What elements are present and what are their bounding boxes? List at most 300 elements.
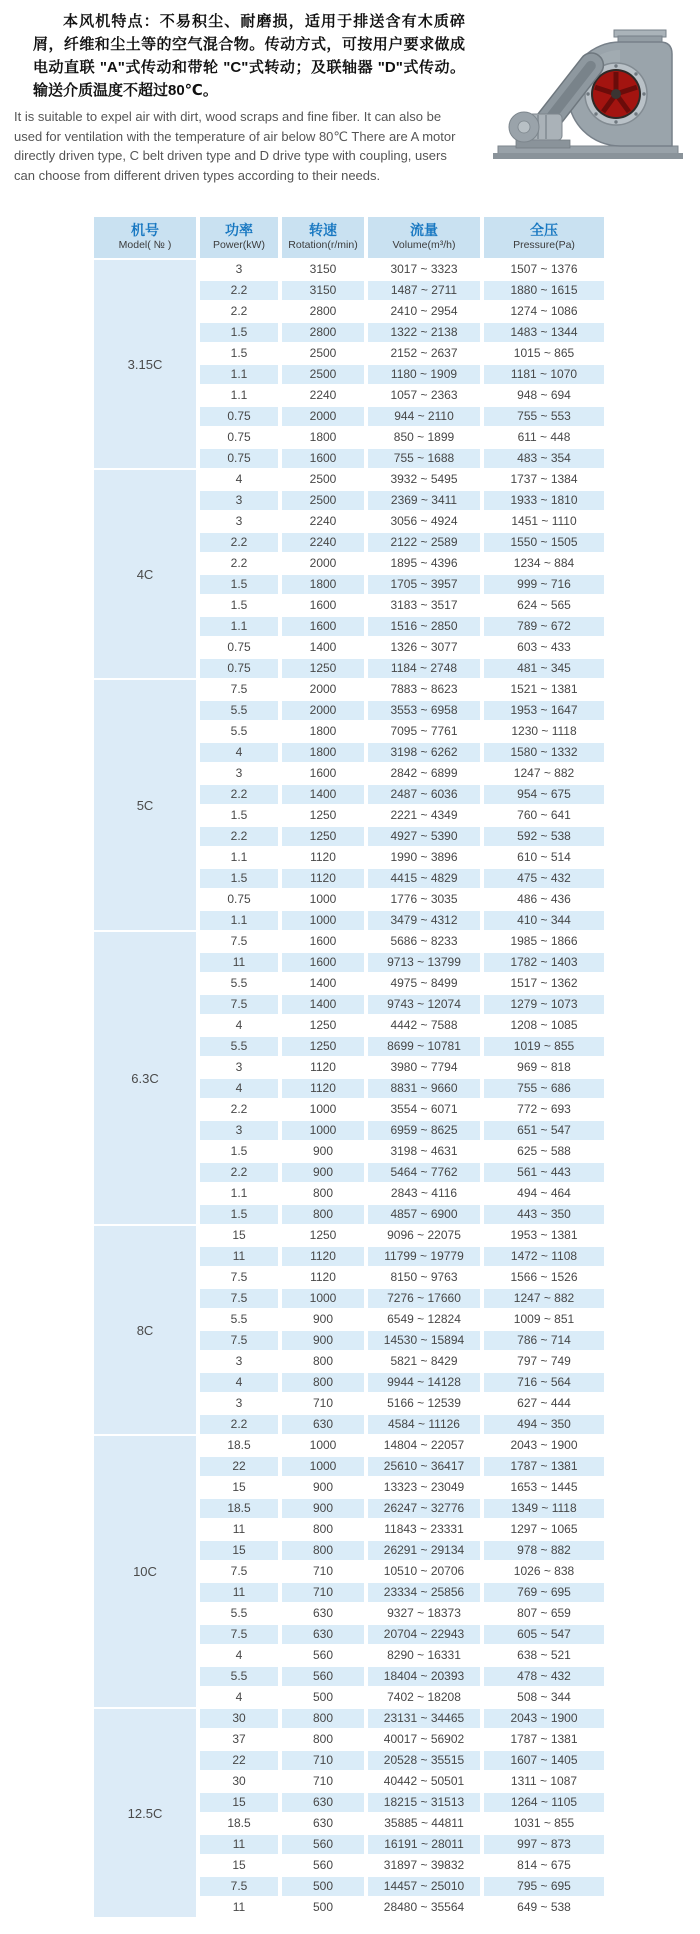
data-cell: 900 — [282, 1331, 364, 1350]
data-cell: 0.75 — [200, 638, 278, 657]
column-header-volume — [368, 217, 480, 258]
data-cell: 16191 ~ 28011 — [368, 1835, 480, 1854]
table-row — [94, 1709, 604, 1728]
data-cell: 1776 ~ 3035 — [368, 890, 480, 909]
data-cell: 710 — [282, 1583, 364, 1602]
model-cell-10c: 10C — [94, 1436, 196, 1707]
data-cell: 625 ~ 588 — [484, 1142, 604, 1161]
data-cell: 7.5 — [200, 1877, 278, 1896]
data-cell: 0.75 — [200, 449, 278, 468]
data-cell: 969 ~ 818 — [484, 1058, 604, 1077]
data-cell: 508 ~ 344 — [484, 1688, 604, 1707]
data-cell: 26247 ~ 32776 — [368, 1499, 480, 1518]
data-cell: 1120 — [282, 1268, 364, 1287]
data-cell: 2500 — [282, 470, 364, 489]
data-cell: 37 — [200, 1730, 278, 1749]
data-cell: 1953 ~ 1647 — [484, 701, 604, 720]
data-cell: 4442 ~ 7588 — [368, 1016, 480, 1035]
data-cell: 4415 ~ 4829 — [368, 869, 480, 888]
data-cell: 944 ~ 2110 — [368, 407, 480, 426]
data-cell: 7.5 — [200, 1268, 278, 1287]
data-cell: 2410 ~ 2954 — [368, 302, 480, 321]
data-cell: 800 — [282, 1352, 364, 1371]
table-row — [94, 260, 604, 279]
data-cell: 1.1 — [200, 1184, 278, 1203]
data-cell: 15 — [200, 1541, 278, 1560]
data-cell: 1.5 — [200, 323, 278, 342]
data-cell: 11 — [200, 1520, 278, 1539]
data-cell: 7402 ~ 18208 — [368, 1688, 480, 1707]
data-cell: 13323 ~ 23049 — [368, 1478, 480, 1497]
data-cell: 789 ~ 672 — [484, 617, 604, 636]
data-cell: 2.2 — [200, 281, 278, 300]
data-cell: 0.75 — [200, 890, 278, 909]
data-cell: 18.5 — [200, 1499, 278, 1518]
data-cell: 2000 — [282, 407, 364, 426]
data-cell: 1787 ~ 1381 — [484, 1457, 604, 1476]
data-cell: 3 — [200, 1352, 278, 1371]
data-cell: 11843 ~ 23331 — [368, 1520, 480, 1539]
data-cell: 1933 ~ 1810 — [484, 491, 604, 510]
data-cell: 1517 ~ 1362 — [484, 974, 604, 993]
data-cell: 14530 ~ 15894 — [368, 1331, 480, 1350]
data-cell: 9944 ~ 14128 — [368, 1373, 480, 1392]
intro-english-text: It is suitable to expel air with dirt, wood scraps and fine fiber. It can also be used for ventilation with the temperature of air below 80℃ There are A motor directly driven type, C belt driven type and D drive type with coupling, users can choose from different driven types according to their needs. — [14, 109, 456, 183]
data-cell: 1400 — [282, 974, 364, 993]
data-cell: 1880 ~ 1615 — [484, 281, 604, 300]
data-cell: 500 — [282, 1898, 364, 1917]
data-cell: 410 ~ 344 — [484, 911, 604, 930]
data-cell: 18.5 — [200, 1436, 278, 1455]
data-cell: 797 ~ 749 — [484, 1352, 604, 1371]
data-cell: 2.2 — [200, 302, 278, 321]
table-row — [94, 1226, 604, 1245]
data-cell: 3198 ~ 6262 — [368, 743, 480, 762]
data-cell: 11 — [200, 1247, 278, 1266]
data-cell: 1180 ~ 1909 — [368, 365, 480, 384]
data-cell: 11 — [200, 953, 278, 972]
data-cell: 624 ~ 565 — [484, 596, 604, 615]
data-cell: 2000 — [282, 701, 364, 720]
data-cell: 1600 — [282, 764, 364, 783]
data-cell: 1000 — [282, 1121, 364, 1140]
data-cell: 627 ~ 444 — [484, 1394, 604, 1413]
data-cell: 560 — [282, 1667, 364, 1686]
data-cell: 800 — [282, 1709, 364, 1728]
data-cell: 786 ~ 714 — [484, 1331, 604, 1350]
model-cell-3-15c: 3.15C — [94, 260, 196, 468]
data-cell: 1000 — [282, 1436, 364, 1455]
data-cell: 1400 — [282, 638, 364, 657]
data-cell: 5.5 — [200, 1604, 278, 1623]
data-cell: 35885 ~ 44811 — [368, 1814, 480, 1833]
data-cell: 15 — [200, 1226, 278, 1245]
data-cell: 0.75 — [200, 428, 278, 447]
data-cell: 1705 ~ 3957 — [368, 575, 480, 594]
data-cell: 900 — [282, 1142, 364, 1161]
data-cell: 1230 ~ 1118 — [484, 722, 604, 741]
data-cell: 20704 ~ 22943 — [368, 1625, 480, 1644]
data-cell: 11799 ~ 19779 — [368, 1247, 480, 1266]
data-cell: 1.5 — [200, 596, 278, 615]
data-cell: 1800 — [282, 575, 364, 594]
data-cell: 630 — [282, 1793, 364, 1812]
data-cell: 1.5 — [200, 344, 278, 363]
data-cell: 710 — [282, 1772, 364, 1791]
data-cell: 4857 ~ 6900 — [368, 1205, 480, 1224]
data-cell: 1895 ~ 4396 — [368, 554, 480, 573]
data-cell: 1000 — [282, 1100, 364, 1119]
data-cell: 1.5 — [200, 806, 278, 825]
data-cell: 3150 — [282, 281, 364, 300]
data-cell: 1600 — [282, 932, 364, 951]
data-cell: 1487 ~ 2711 — [368, 281, 480, 300]
data-cell: 592 ~ 538 — [484, 827, 604, 846]
data-cell: 2.2 — [200, 554, 278, 573]
data-cell: 1120 — [282, 848, 364, 867]
table-row — [94, 680, 604, 699]
data-cell: 7.5 — [200, 1562, 278, 1581]
data-cell: 560 — [282, 1646, 364, 1665]
data-cell: 1.5 — [200, 869, 278, 888]
data-cell: 3479 ~ 4312 — [368, 911, 480, 930]
data-cell: 5166 ~ 12539 — [368, 1394, 480, 1413]
data-cell: 814 ~ 675 — [484, 1856, 604, 1875]
data-cell: 1580 ~ 1332 — [484, 743, 604, 762]
data-cell: 710 — [282, 1562, 364, 1581]
data-cell: 7095 ~ 7761 — [368, 722, 480, 741]
table-row — [94, 932, 604, 951]
data-cell: 1600 — [282, 953, 364, 972]
data-cell: 638 ~ 521 — [484, 1646, 604, 1665]
data-cell: 3 — [200, 1394, 278, 1413]
data-cell: 3553 ~ 6958 — [368, 701, 480, 720]
data-cell: 7.5 — [200, 1331, 278, 1350]
data-cell: 1600 — [282, 617, 364, 636]
column-header-power — [200, 217, 278, 258]
data-cell: 1737 ~ 1384 — [484, 470, 604, 489]
data-cell: 1000 — [282, 890, 364, 909]
data-cell: 22 — [200, 1457, 278, 1476]
data-cell: 18.5 — [200, 1814, 278, 1833]
data-cell: 4927 ~ 5390 — [368, 827, 480, 846]
data-cell: 494 ~ 350 — [484, 1415, 604, 1434]
data-cell: 2.2 — [200, 785, 278, 804]
data-cell: 1.1 — [200, 365, 278, 384]
data-cell: 2000 — [282, 554, 364, 573]
column-header-zh: 功率 — [225, 222, 253, 238]
data-cell: 7.5 — [200, 1289, 278, 1308]
data-cell: 15 — [200, 1856, 278, 1875]
data-cell: 6549 ~ 12824 — [368, 1310, 480, 1329]
data-cell: 1600 — [282, 449, 364, 468]
data-cell: 1250 — [282, 806, 364, 825]
data-cell: 2240 — [282, 533, 364, 552]
table-header-row — [94, 217, 604, 258]
data-cell: 4 — [200, 470, 278, 489]
data-cell: 1400 — [282, 995, 364, 1014]
data-cell: 755 ~ 686 — [484, 1079, 604, 1098]
data-cell: 1800 — [282, 722, 364, 741]
column-header-zh: 全压 — [530, 222, 558, 238]
data-cell: 1279 ~ 1073 — [484, 995, 604, 1014]
data-cell: 800 — [282, 1520, 364, 1539]
data-cell: 755 ~ 1688 — [368, 449, 480, 468]
data-cell: 710 — [282, 1394, 364, 1413]
data-cell: 6959 ~ 8625 — [368, 1121, 480, 1140]
data-cell: 3554 ~ 6071 — [368, 1100, 480, 1119]
data-cell: 9713 ~ 13799 — [368, 953, 480, 972]
data-cell: 1120 — [282, 1058, 364, 1077]
data-cell: 1.1 — [200, 911, 278, 930]
data-cell: 0.75 — [200, 659, 278, 678]
data-cell: 5686 ~ 8233 — [368, 932, 480, 951]
data-cell: 3017 ~ 3323 — [368, 260, 480, 279]
data-cell: 486 ~ 436 — [484, 890, 604, 909]
data-cell: 4 — [200, 1373, 278, 1392]
data-cell: 760 ~ 641 — [484, 806, 604, 825]
data-cell: 7883 ~ 8623 — [368, 680, 480, 699]
data-cell: 1311 ~ 1087 — [484, 1772, 604, 1791]
data-cell: 755 ~ 553 — [484, 407, 604, 426]
data-cell: 20528 ~ 35515 — [368, 1751, 480, 1770]
data-cell: 651 ~ 547 — [484, 1121, 604, 1140]
data-cell: 1009 ~ 851 — [484, 1310, 604, 1329]
data-cell: 4584 ~ 11126 — [368, 1415, 480, 1434]
data-cell: 1031 ~ 855 — [484, 1814, 604, 1833]
data-cell: 3 — [200, 260, 278, 279]
data-cell: 2.2 — [200, 827, 278, 846]
column-header-en: Rotation(r/min) — [288, 239, 358, 251]
data-cell: 1985 ~ 1866 — [484, 932, 604, 951]
data-cell: 3 — [200, 1058, 278, 1077]
data-cell: 3198 ~ 4631 — [368, 1142, 480, 1161]
data-cell: 1247 ~ 882 — [484, 764, 604, 783]
data-cell: 900 — [282, 1499, 364, 1518]
model-cell-12-5c: 12.5C — [94, 1709, 196, 1917]
data-cell: 1451 ~ 1110 — [484, 512, 604, 531]
data-cell: 5.5 — [200, 722, 278, 741]
data-cell: 1184 ~ 2748 — [368, 659, 480, 678]
data-cell: 605 ~ 547 — [484, 1625, 604, 1644]
data-cell: 1550 ~ 1505 — [484, 533, 604, 552]
data-cell: 610 ~ 514 — [484, 848, 604, 867]
data-cell: 2240 — [282, 386, 364, 405]
column-header-en: Power(kW) — [213, 239, 265, 251]
data-cell: 1264 ~ 1105 — [484, 1793, 604, 1812]
data-cell: 948 ~ 694 — [484, 386, 604, 405]
data-cell: 710 — [282, 1751, 364, 1770]
data-cell: 28480 ~ 35564 — [368, 1898, 480, 1917]
data-cell: 1297 ~ 1065 — [484, 1520, 604, 1539]
data-cell: 8290 ~ 16331 — [368, 1646, 480, 1665]
data-cell: 3150 — [282, 260, 364, 279]
data-cell: 4 — [200, 1646, 278, 1665]
model-cell-5c: 5C — [94, 680, 196, 930]
data-cell: 630 — [282, 1415, 364, 1434]
data-cell: 1000 — [282, 911, 364, 930]
column-header-en: Model( № ) — [118, 239, 172, 251]
data-cell: 1400 — [282, 785, 364, 804]
table-row — [94, 1436, 604, 1455]
data-cell: 1607 ~ 1405 — [484, 1751, 604, 1770]
data-cell: 900 — [282, 1478, 364, 1497]
data-cell: 1566 ~ 1526 — [484, 1268, 604, 1287]
data-cell: 15 — [200, 1793, 278, 1812]
data-cell: 1234 ~ 884 — [484, 554, 604, 573]
data-cell: 5.5 — [200, 701, 278, 720]
data-cell: 2043 ~ 1900 — [484, 1436, 604, 1455]
data-cell: 800 — [282, 1541, 364, 1560]
data-cell: 11 — [200, 1583, 278, 1602]
data-cell: 2000 — [282, 680, 364, 699]
data-cell: 7.5 — [200, 1625, 278, 1644]
data-cell: 954 ~ 675 — [484, 785, 604, 804]
data-cell: 500 — [282, 1877, 364, 1896]
data-cell: 3 — [200, 512, 278, 531]
data-cell: 2800 — [282, 302, 364, 321]
data-cell: 7276 ~ 17660 — [368, 1289, 480, 1308]
data-cell: 1.5 — [200, 1142, 278, 1161]
data-cell: 1120 — [282, 1247, 364, 1266]
data-cell: 1507 ~ 1376 — [484, 260, 604, 279]
data-cell: 25610 ~ 36417 — [368, 1457, 480, 1476]
data-cell: 611 ~ 448 — [484, 428, 604, 447]
data-cell: 30 — [200, 1772, 278, 1791]
data-cell: 2842 ~ 6899 — [368, 764, 480, 783]
data-cell: 478 ~ 432 — [484, 1667, 604, 1686]
data-cell: 5464 ~ 7762 — [368, 1163, 480, 1182]
data-cell: 1521 ~ 1381 — [484, 680, 604, 699]
data-cell: 1274 ~ 1086 — [484, 302, 604, 321]
data-cell: 2221 ~ 4349 — [368, 806, 480, 825]
data-cell: 1787 ~ 1381 — [484, 1730, 604, 1749]
data-cell: 630 — [282, 1625, 364, 1644]
data-cell: 5.5 — [200, 974, 278, 993]
data-cell: 1120 — [282, 1079, 364, 1098]
data-cell: 11 — [200, 1835, 278, 1854]
data-cell: 2.2 — [200, 1100, 278, 1119]
column-header-model — [94, 217, 196, 258]
data-cell: 1208 ~ 1085 — [484, 1016, 604, 1035]
data-cell: 1326 ~ 3077 — [368, 638, 480, 657]
data-cell: 2500 — [282, 491, 364, 510]
data-cell: 9327 ~ 18373 — [368, 1604, 480, 1623]
data-cell: 716 ~ 564 — [484, 1373, 604, 1392]
data-cell: 1250 — [282, 659, 364, 678]
data-cell: 1015 ~ 865 — [484, 344, 604, 363]
data-cell: 3056 ~ 4924 — [368, 512, 480, 531]
data-cell: 7.5 — [200, 932, 278, 951]
data-cell: 630 — [282, 1604, 364, 1623]
data-cell: 1026 ~ 838 — [484, 1562, 604, 1581]
data-cell: 22 — [200, 1751, 278, 1770]
data-cell: 900 — [282, 1163, 364, 1182]
data-cell: 3 — [200, 1121, 278, 1140]
data-cell: 1322 ~ 2138 — [368, 323, 480, 342]
data-cell: 30 — [200, 1709, 278, 1728]
data-cell: 1247 ~ 882 — [484, 1289, 604, 1308]
column-header-pressure — [484, 217, 604, 258]
data-cell: 3 — [200, 764, 278, 783]
intro-chinese-text: 本风机特点：不易积尘、耐磨损，适用于排送含有木质碎屑，纤维和尘土等的空气混合物。传动方式，可按用户要求做成电动直联 "A"式传动和带轮 "C"式转动；及联轴器 "D"式传动。输送介质温度不超过80℃。 — [33, 13, 465, 99]
data-cell: 1800 — [282, 743, 364, 762]
data-cell: 1.5 — [200, 1205, 278, 1224]
data-cell: 4 — [200, 1079, 278, 1098]
data-cell: 3 — [200, 491, 278, 510]
data-cell: 800 — [282, 1205, 364, 1224]
data-cell: 2800 — [282, 323, 364, 342]
data-cell: 1181 ~ 1070 — [484, 365, 604, 384]
data-cell: 31897 ~ 39832 — [368, 1856, 480, 1875]
data-cell: 560 — [282, 1835, 364, 1854]
data-cell: 475 ~ 432 — [484, 869, 604, 888]
data-cell: 5.5 — [200, 1667, 278, 1686]
data-cell: 1250 — [282, 1016, 364, 1035]
data-cell: 5821 ~ 8429 — [368, 1352, 480, 1371]
data-cell: 40442 ~ 50501 — [368, 1772, 480, 1791]
data-cell: 2500 — [282, 365, 364, 384]
data-cell: 800 — [282, 1184, 364, 1203]
data-cell: 7.5 — [200, 995, 278, 1014]
data-cell: 11 — [200, 1898, 278, 1917]
data-cell: 7.5 — [200, 680, 278, 699]
data-cell: 0.75 — [200, 407, 278, 426]
data-cell: 8831 ~ 9660 — [368, 1079, 480, 1098]
data-cell: 807 ~ 659 — [484, 1604, 604, 1623]
data-cell: 14457 ~ 25010 — [368, 1877, 480, 1896]
data-cell: 1.1 — [200, 848, 278, 867]
centrifugal-fan-image — [468, 20, 696, 170]
data-cell: 9743 ~ 12074 — [368, 995, 480, 1014]
data-cell: 8150 ~ 9763 — [368, 1268, 480, 1287]
data-cell: 18404 ~ 20393 — [368, 1667, 480, 1686]
data-cell: 3183 ~ 3517 — [368, 596, 480, 615]
column-header-rotation — [282, 217, 364, 258]
data-cell: 494 ~ 464 — [484, 1184, 604, 1203]
data-cell: 2.2 — [200, 533, 278, 552]
data-cell: 3932 ~ 5495 — [368, 470, 480, 489]
data-cell: 2843 ~ 4116 — [368, 1184, 480, 1203]
data-cell: 4 — [200, 1016, 278, 1035]
data-cell: 26291 ~ 29134 — [368, 1541, 480, 1560]
data-cell: 1.1 — [200, 617, 278, 636]
data-cell: 1120 — [282, 869, 364, 888]
data-cell: 1653 ~ 1445 — [484, 1478, 604, 1497]
data-cell: 1000 — [282, 1289, 364, 1308]
column-header-en: Pressure(Pa) — [513, 239, 575, 251]
data-cell: 15 — [200, 1478, 278, 1497]
data-cell: 1483 ~ 1344 — [484, 323, 604, 342]
data-cell: 630 — [282, 1814, 364, 1833]
data-cell: 1516 ~ 2850 — [368, 617, 480, 636]
fan-illustration — [468, 20, 696, 170]
data-cell: 2122 ~ 2589 — [368, 533, 480, 552]
data-cell: 1472 ~ 1108 — [484, 1247, 604, 1266]
data-cell: 10510 ~ 20706 — [368, 1562, 480, 1581]
data-cell: 1250 — [282, 827, 364, 846]
data-cell: 5.5 — [200, 1037, 278, 1056]
data-cell: 795 ~ 695 — [484, 1877, 604, 1896]
data-cell: 2152 ~ 2637 — [368, 344, 480, 363]
data-cell: 40017 ~ 56902 — [368, 1730, 480, 1749]
data-cell: 1600 — [282, 596, 364, 615]
data-cell: 443 ~ 350 — [484, 1205, 604, 1224]
data-cell: 4 — [200, 743, 278, 762]
data-cell: 2500 — [282, 344, 364, 363]
data-cell: 1250 — [282, 1037, 364, 1056]
data-cell: 1000 — [282, 1457, 364, 1476]
